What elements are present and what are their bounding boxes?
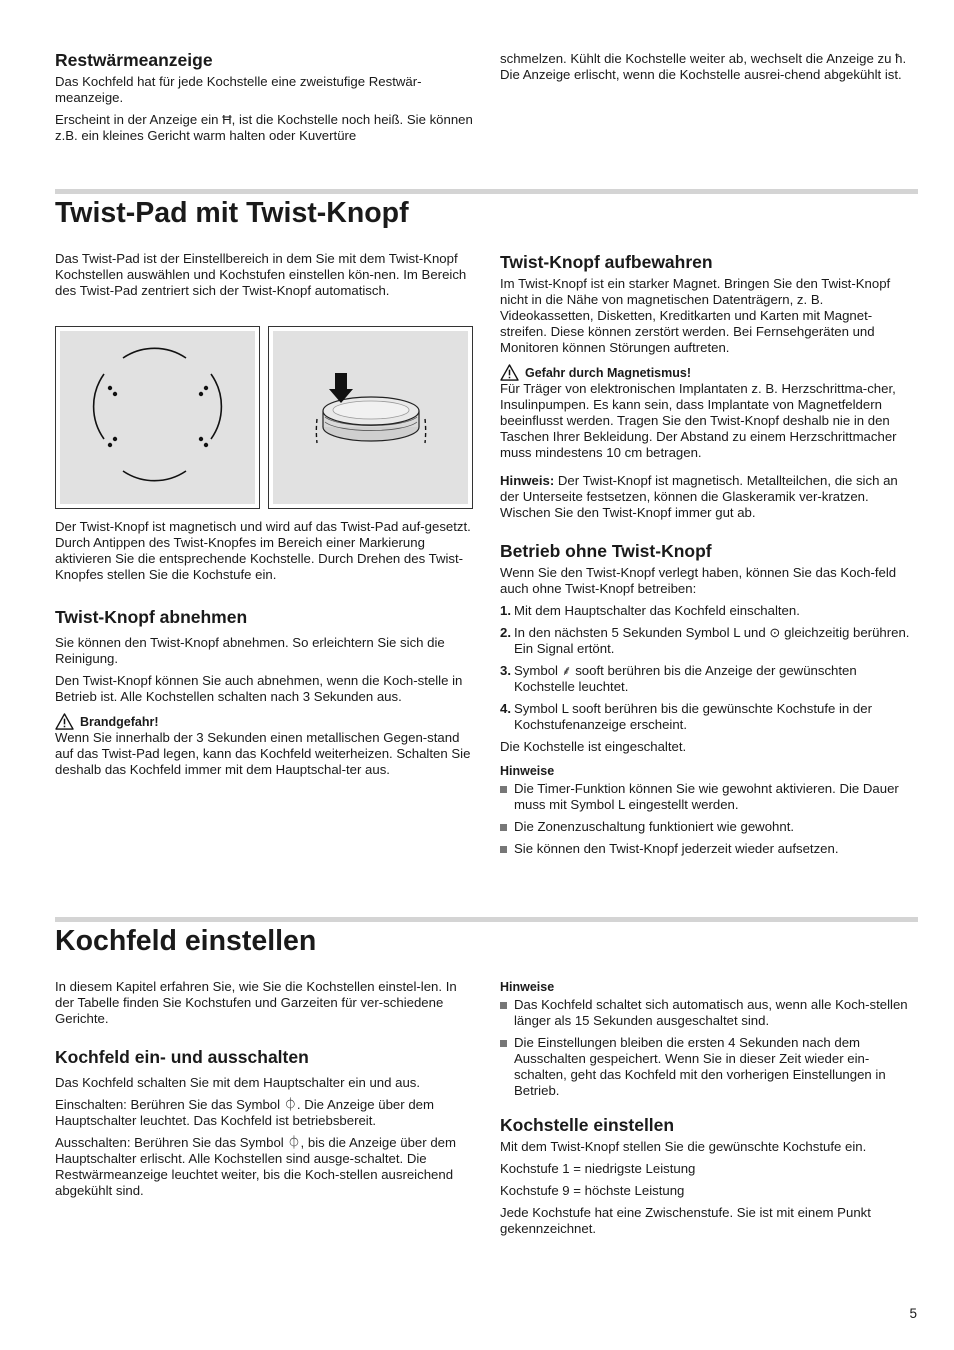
bullet-square-icon xyxy=(500,1002,507,1009)
bullet-square-icon xyxy=(500,786,507,793)
twist-intro xyxy=(55,251,473,305)
kochfeld-intro: In diesem Kapitel erfahren Sie, wie Sie die Kochstellen einstel-len. In der Tabelle finden Sie Kochstufen und Garzeiten für ver-schiedene Gerichte. xyxy=(55,979,457,1026)
twist-left-column xyxy=(55,519,473,784)
section-divider xyxy=(55,917,918,922)
kochstelle-p2: Kochstufe 1 = niedrigste Leistung xyxy=(500,1161,696,1176)
ein-aus-p2: Einschalten: Berühren Sie das Symbol ⏀. Die Anzeige über dem Hauptschalter leuchtet. Das Kochfeld ist betriebsbereit. xyxy=(55,1097,434,1128)
ein-aus-heading: Kochfeld ein- und ausschalten xyxy=(55,1047,309,1067)
twist-intro-text: Das Twist-Pad ist der Einstellbereich in dem Sie mit dem Twist-Knopf Kochstellen auswählen und Kochstufen einstellen kön-nen. Im Bereich des Twist-Pad zentriert sich der Twist-Knopf automatisch. xyxy=(55,251,467,298)
ohne-result: Die Kochstelle ist eingeschaltet. xyxy=(500,739,687,754)
section-title-twist: Twist-Pad mit Twist-Knopf xyxy=(55,197,409,229)
abnehmen-p1: Sie können den Twist-Knopf abnehmen. So erleichtern Sie sich die Reinigung. xyxy=(55,635,445,666)
ohne-p1: Wenn Sie den Twist-Knopf verlegt haben, können Sie das Koch-feld auch ohne Twist-Knopf betreiben: xyxy=(500,565,897,596)
bullet-square-icon xyxy=(500,1040,507,1047)
kochfeld-hinweise-list xyxy=(500,997,918,1099)
aufbewahren-p1: Im Twist-Knopf ist ein starker Magnet. Bringen Sie den Twist-Knopf nicht in die Nähe von magnetischen Datenträgern, z. B. Videokassetten, Disketten, Kreditkarten und Karten mit Magnet-streifen. Diese können zerstört werden. Bei Fernsehgeräten und Monitoren können Störungen auftreten. xyxy=(500,276,891,355)
warning-triangle-icon xyxy=(500,364,519,381)
kochstelle-p4: Jede Kochstufe hat eine Zwischenstufe. Sie ist mit einem Punkt gekennzeichnet. xyxy=(500,1205,871,1236)
list-item: Das Kochfeld schaltet sich automatisch aus, wenn alle Koch-stellen länger als 15 Sekunden ausgeschaltet sind. xyxy=(500,997,918,1029)
ohne-heading: Betrieb ohne Twist-Knopf xyxy=(500,541,712,561)
restwaerme-heading: Restwärmeanzeige xyxy=(55,50,213,70)
bullet-square-icon xyxy=(500,846,507,853)
list-item: Sie können den Twist-Knopf jederzeit wieder aufsetzen. xyxy=(500,841,918,857)
list-item: Die Einstellungen bleiben die ersten 4 Sekunden nach dem Ausschalten gespeichert. Wenn Sie in dieser Zeit wieder ein-schalten, geht das Kochfeld mit den vorherigen Einstellungen in Betrieb. xyxy=(500,1035,918,1099)
twist-after-images: Der Twist-Knopf ist magnetisch und wird auf das Twist-Pad auf-gesetzt. Durch Antippen des Twist-Knopfes im Bereich einer Markierung aktivieren Sie die entsprechende Kochstelle. Durch Drehen des Twist-Knopfes stellen Sie die Kochstufe ein. xyxy=(55,519,471,582)
brandgefahr-text: Wenn Sie innerhalb der 3 Sekunden einen metallischen Gegen-stand auf das Twist-Pad legen, kann das Kochfeld weiterheizen. Schalten Sie deshalb das Kochfeld immer mit dem Hauptschal-ter aus. xyxy=(55,730,471,777)
restwaerme-p3: schmelzen. Kühlt die Kochstelle weiter ab, wechselt die Anzeige zu ħ. Die Anzeige erlischt, wenn die Kochstelle ausrei-chend abgekühlt ist. xyxy=(500,51,907,82)
twist-knob-drawing xyxy=(273,331,468,504)
list-item: Die Timer-Funktion können Sie wie gewohnt aktivieren. Die Dauer muss mit Symbol L eingestellt werden. xyxy=(500,781,918,813)
ein-aus-p3: Ausschalten: Berühren Sie das Symbol ⏀, bis die Anzeige über dem Hauptschalter erlischt. Alle Kochstellen sind ausge-schaltet. Die Restwärmeanzeige leuchtet weiter, bis die Koch-stellen ausreichend abgekühlt sind. xyxy=(55,1135,456,1198)
step-item: 2. In den nächsten 5 Sekunden Symbol L und ⊙ gleichzeitig berühren. Ein Signal ertönt. xyxy=(500,625,910,656)
twist-pad-image xyxy=(55,326,260,509)
kochstelle-heading: Kochstelle einstellen xyxy=(500,1115,675,1135)
hinweis-label: Hinweis: xyxy=(500,473,555,488)
twist-knob-image xyxy=(268,326,473,509)
kochstelle-p3: Kochstufe 9 = höchste Leistung xyxy=(500,1183,685,1198)
abnehmen-p2: Den Twist-Knopf können Sie auch abnehmen, wenn die Koch-stelle in Betrieb ist. Alle Kochstellen schalten nach 3 Sekunden aus. xyxy=(55,673,463,704)
restwaerme-right xyxy=(500,51,918,89)
section-divider xyxy=(55,189,918,194)
magnetismus-text: Für Träger von elektronischen Implantaten z. B. Herzschrittma-cher, Insulinpumpen. Es kann sein, dass Implantate von Magnetfeldern beeinflusst werden. Tragen Sie den Twist-Knopf deshalb nie in den Taschen Ihrer Bekleidung. Der Abstand zu einem Herzschrittmacher muss mindestens 10 cm betragen. xyxy=(500,381,897,460)
brandgefahr-title: Brandgefahr! xyxy=(80,714,159,729)
bullet-square-icon xyxy=(500,824,507,831)
twist-pad-drawing xyxy=(60,331,255,504)
restwaerme-p1: Das Kochfeld hat für jede Kochstelle eine zweistufige Restwär-meanzeige. xyxy=(55,74,422,105)
magnetismus-title: Gefahr durch Magnetismus! xyxy=(525,365,691,380)
page-number: 5 xyxy=(909,1306,917,1321)
abnehmen-heading: Twist-Knopf abnehmen xyxy=(55,607,248,627)
restwaerme-left xyxy=(55,50,473,150)
ein-aus-p1: Das Kochfeld schalten Sie mit dem Hauptschalter ein und aus. xyxy=(55,1075,421,1090)
step-item: 4. Symbol L sooft berühren bis die gewünschte Kochstufe in der Kochstufenanzeige erscheint. xyxy=(500,701,872,732)
ohne-steps xyxy=(500,603,918,733)
hinweis-paragraph xyxy=(500,473,918,521)
step-item: 3. Symbol ⸙ sooft berühren bis die Anzeige der gewünschten Kochstelle leuchtet. xyxy=(500,663,857,694)
kochfeld-left-column xyxy=(55,979,473,1205)
kochfeld-right-column xyxy=(500,979,918,1243)
twist-right-column xyxy=(500,252,918,863)
aufbewahren-heading: Twist-Knopf aufbewahren xyxy=(500,252,713,272)
ohne-hinweise-heading: Hinweise xyxy=(500,764,555,778)
hinweis-text: Der Twist-Knopf ist magnetisch. Metallteilchen, die sich an der Unterseite festsetzen, können die Glaskeramik ver-kratzen. Wischen Sie den Twist-Knopf immer gut ab. xyxy=(500,473,898,520)
step-item: 1. Mit dem Hauptschalter das Kochfeld einschalten. xyxy=(500,603,800,618)
restwaerme-p2: Erscheint in der Anzeige ein Ħ, ist die Kochstelle noch heiß. Sie können z.B. ein kleines Gericht warm halten oder Kuvertüre xyxy=(55,112,473,143)
warning-triangle-icon xyxy=(55,713,74,730)
list-item: Die Zonenzuschaltung funktioniert wie gewohnt. xyxy=(500,819,918,835)
kochstelle-p1: Mit dem Twist-Knopf stellen Sie die gewünschte Kochstufe ein. xyxy=(500,1139,867,1154)
kochfeld-hinweise-heading: Hinweise xyxy=(500,980,555,994)
magnetismus-warning xyxy=(500,364,918,381)
ohne-hinweise-list xyxy=(500,781,918,857)
section-title-kochfeld: Kochfeld einstellen xyxy=(55,925,317,957)
brandgefahr-warning xyxy=(55,713,473,730)
